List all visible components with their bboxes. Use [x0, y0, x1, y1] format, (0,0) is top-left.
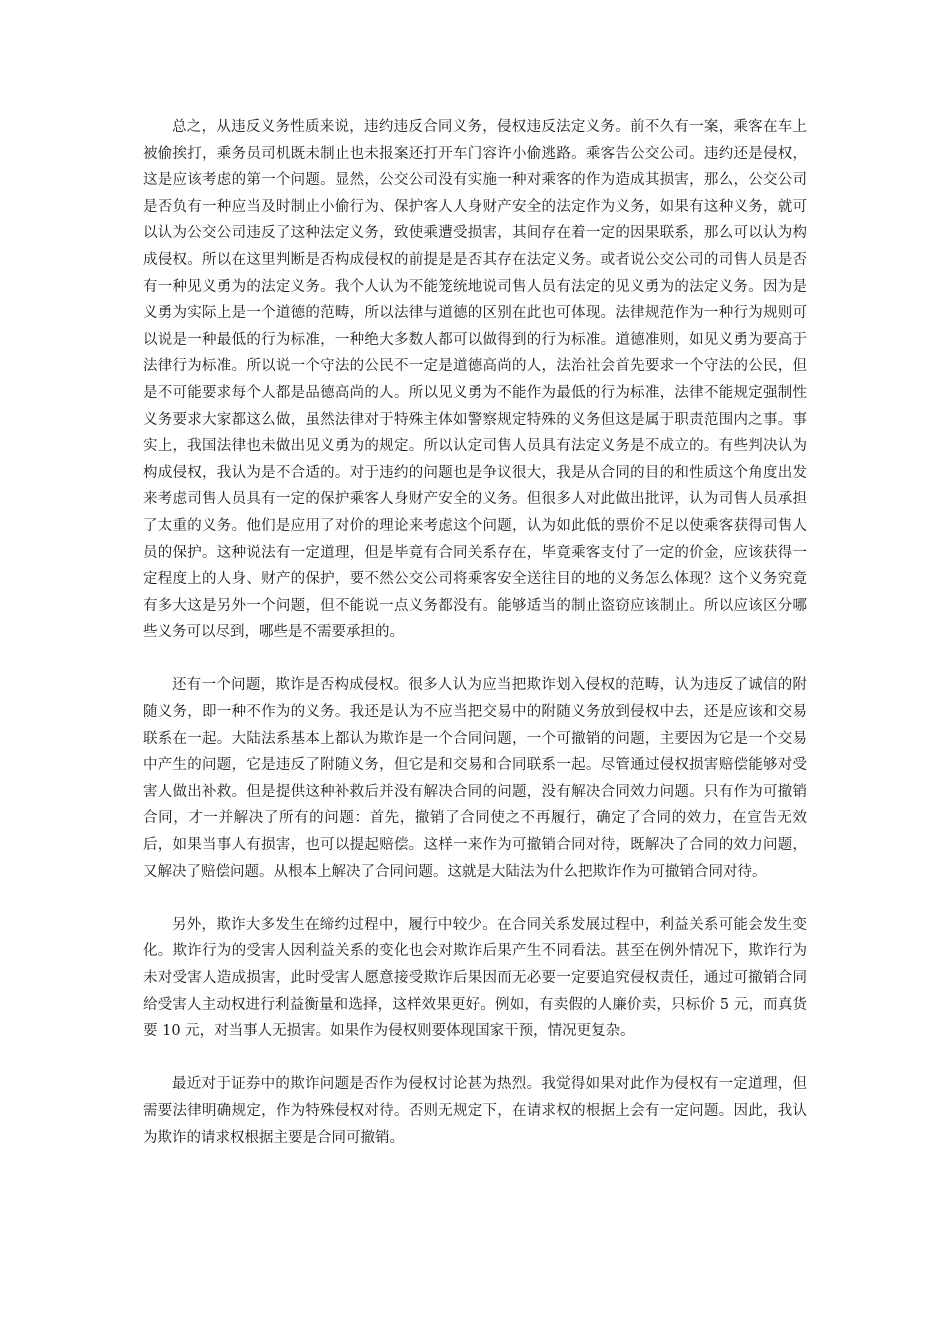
- paragraph-fraud-as-tort: 还有一个问题，欺诈是否构成侵权。很多人认为应当把欺诈划入侵权的范畴，认为违反了诚信的附随义务，即一种不作为的义务。我还是认为不应当把交易中的附随义务放到侵权中去，还是应该和交易联系在一起。大陆法系基本上都认为欺诈是一个合同问题，一个可撤销的问题，主要因为它是一个交易中产生的问题，它是违反了附随义务，但它是和交易和合同联系一起。尽管通过侵权损害赔偿能够对受害人做出补救。但是提供这种补救后并没有解决合同的问题，没有解决合同效力问题。只有作为可撤销合同，才一并解决了所有的问题：首先，撤销了合同使之不再履行，确定了合同的效力，在宣告无效后，如果当事人有损害，也可以提起赔偿。这样一来作为可撤销合同对待，既解决了合同的效力问题，又解决了赔偿问题。从根本上解决了合同问题。这就是大陆法为什么把欺诈作为可撤销合同对待。: [143, 677, 807, 880]
- paragraph-fraud-in-contracting: 另外，欺诈大多发生在缔约过程中，履行中较少。在合同关系发展过程中，利益关系可能会发生变化。欺诈行为的受害人因利益关系的变化也会对欺诈后果产生不同看法。甚至在例外情况下，欺诈行为未对受害人造成损害，此时受害人愿意接受欺诈后果因而无必要一定要追究侵权责任，通过可撤销合同给受害人主动权进行利益衡量和选择，这样效果更好。例如，有卖假的人廉价卖，只标价 5 元，而真货要 10 元，对当事人无损害。如果作为侵权则要体现国家干预，情况更复杂。: [143, 916, 807, 1040]
- paragraph-breach-vs-tort: 总之，从违反义务性质来说，违约违反合同义务，侵权违反法定义务。前不久有一案，乘客在车上被偷挨打，乘务员司机既未制止也未报案还打开车门容许小偷逃路。乘客告公交公司。违约还是侵权，这是应该考虑的第一个问题。显然，公交公司没有实施一种对乘客的作为造成其损害，那么，公交公司是否负有一种应当及时制止小偷行为、保护客人人身财产安全的法定作为义务，如果有这种义务，就可以认为公交公司违反了这种法定义务，致使乘遭受损害，其间存在着一定的因果联系，那么可以认为构成侵权。所以在这里判断是否构成侵权的前提是是否其存在法定义务。或者说公交公司的司售人员是否有一种见义勇为的法定义务。我个人认为不能笼统地说司售人员有法定的见义勇为的法定义务。因为是义勇为实际上是一个道德的范畴，所以法律与道德的区别在此也可体现。法律规范作为一种行为规则可以说是一种最低的行为标准，一种绝大多数人都可以做得到的行为标准。道德准则，如见义勇为要高于法律行为标准。所以说一个守法的公民不一定是道德高尚的人，法治社会首先要求一个守法的公民，但是不可能要求每个人都是品德高尚的人。所以见义勇为不能作为最低的行为标准，法律不能规定强制性义务要求大家都这么做，虽然法律对于特殊主体如警察规定特殊的义务但这是属于职责范围内之事。事实上，我国法律也未做出见义勇为的规定。所以认定司售人员具有法定义务是不成立的。有些判决认为构成侵权，我认为是不合适的。对于违约的问题也是争议很大，我是从合同的目的和性质这个角度出发来考虑司售人员具有一定的保护乘客人身财产安全的义务。但很多人对此做出批评，认为司售人员承担了太重的义务。他们是应用了对价的理论来考虑这个问题，认为如此低的票价不足以使乘客获得司售人员的保护。这种说法有一定道理，但是毕竟有合同关系存在，毕竟乘客支付了一定的价金，应该获得一定程度上的人身、财产的保护，要不然公交公司将乘客安全送往目的地的义务怎么体现？这个义务究竟有多大这是另外一个问题，但不能说一点义务都没有。能够适当的制止盗窃应该制止。所以应该区分哪些义务可以尽到，哪些是不需要承担的。: [143, 119, 807, 641]
- paragraph-securities-fraud: 最近对于证券中的欺诈问题是否作为侵权讨论甚为热烈。我觉得如果对此作为侵权有一定道理，但需要法律明确规定，作为特殊侵权对待。否则无规定下，在请求权的根据上会有一定问题。因此，我认为欺诈的请求权根据主要是合同可撤销。: [143, 1076, 807, 1146]
- document-body: [143, 114, 807, 1151]
